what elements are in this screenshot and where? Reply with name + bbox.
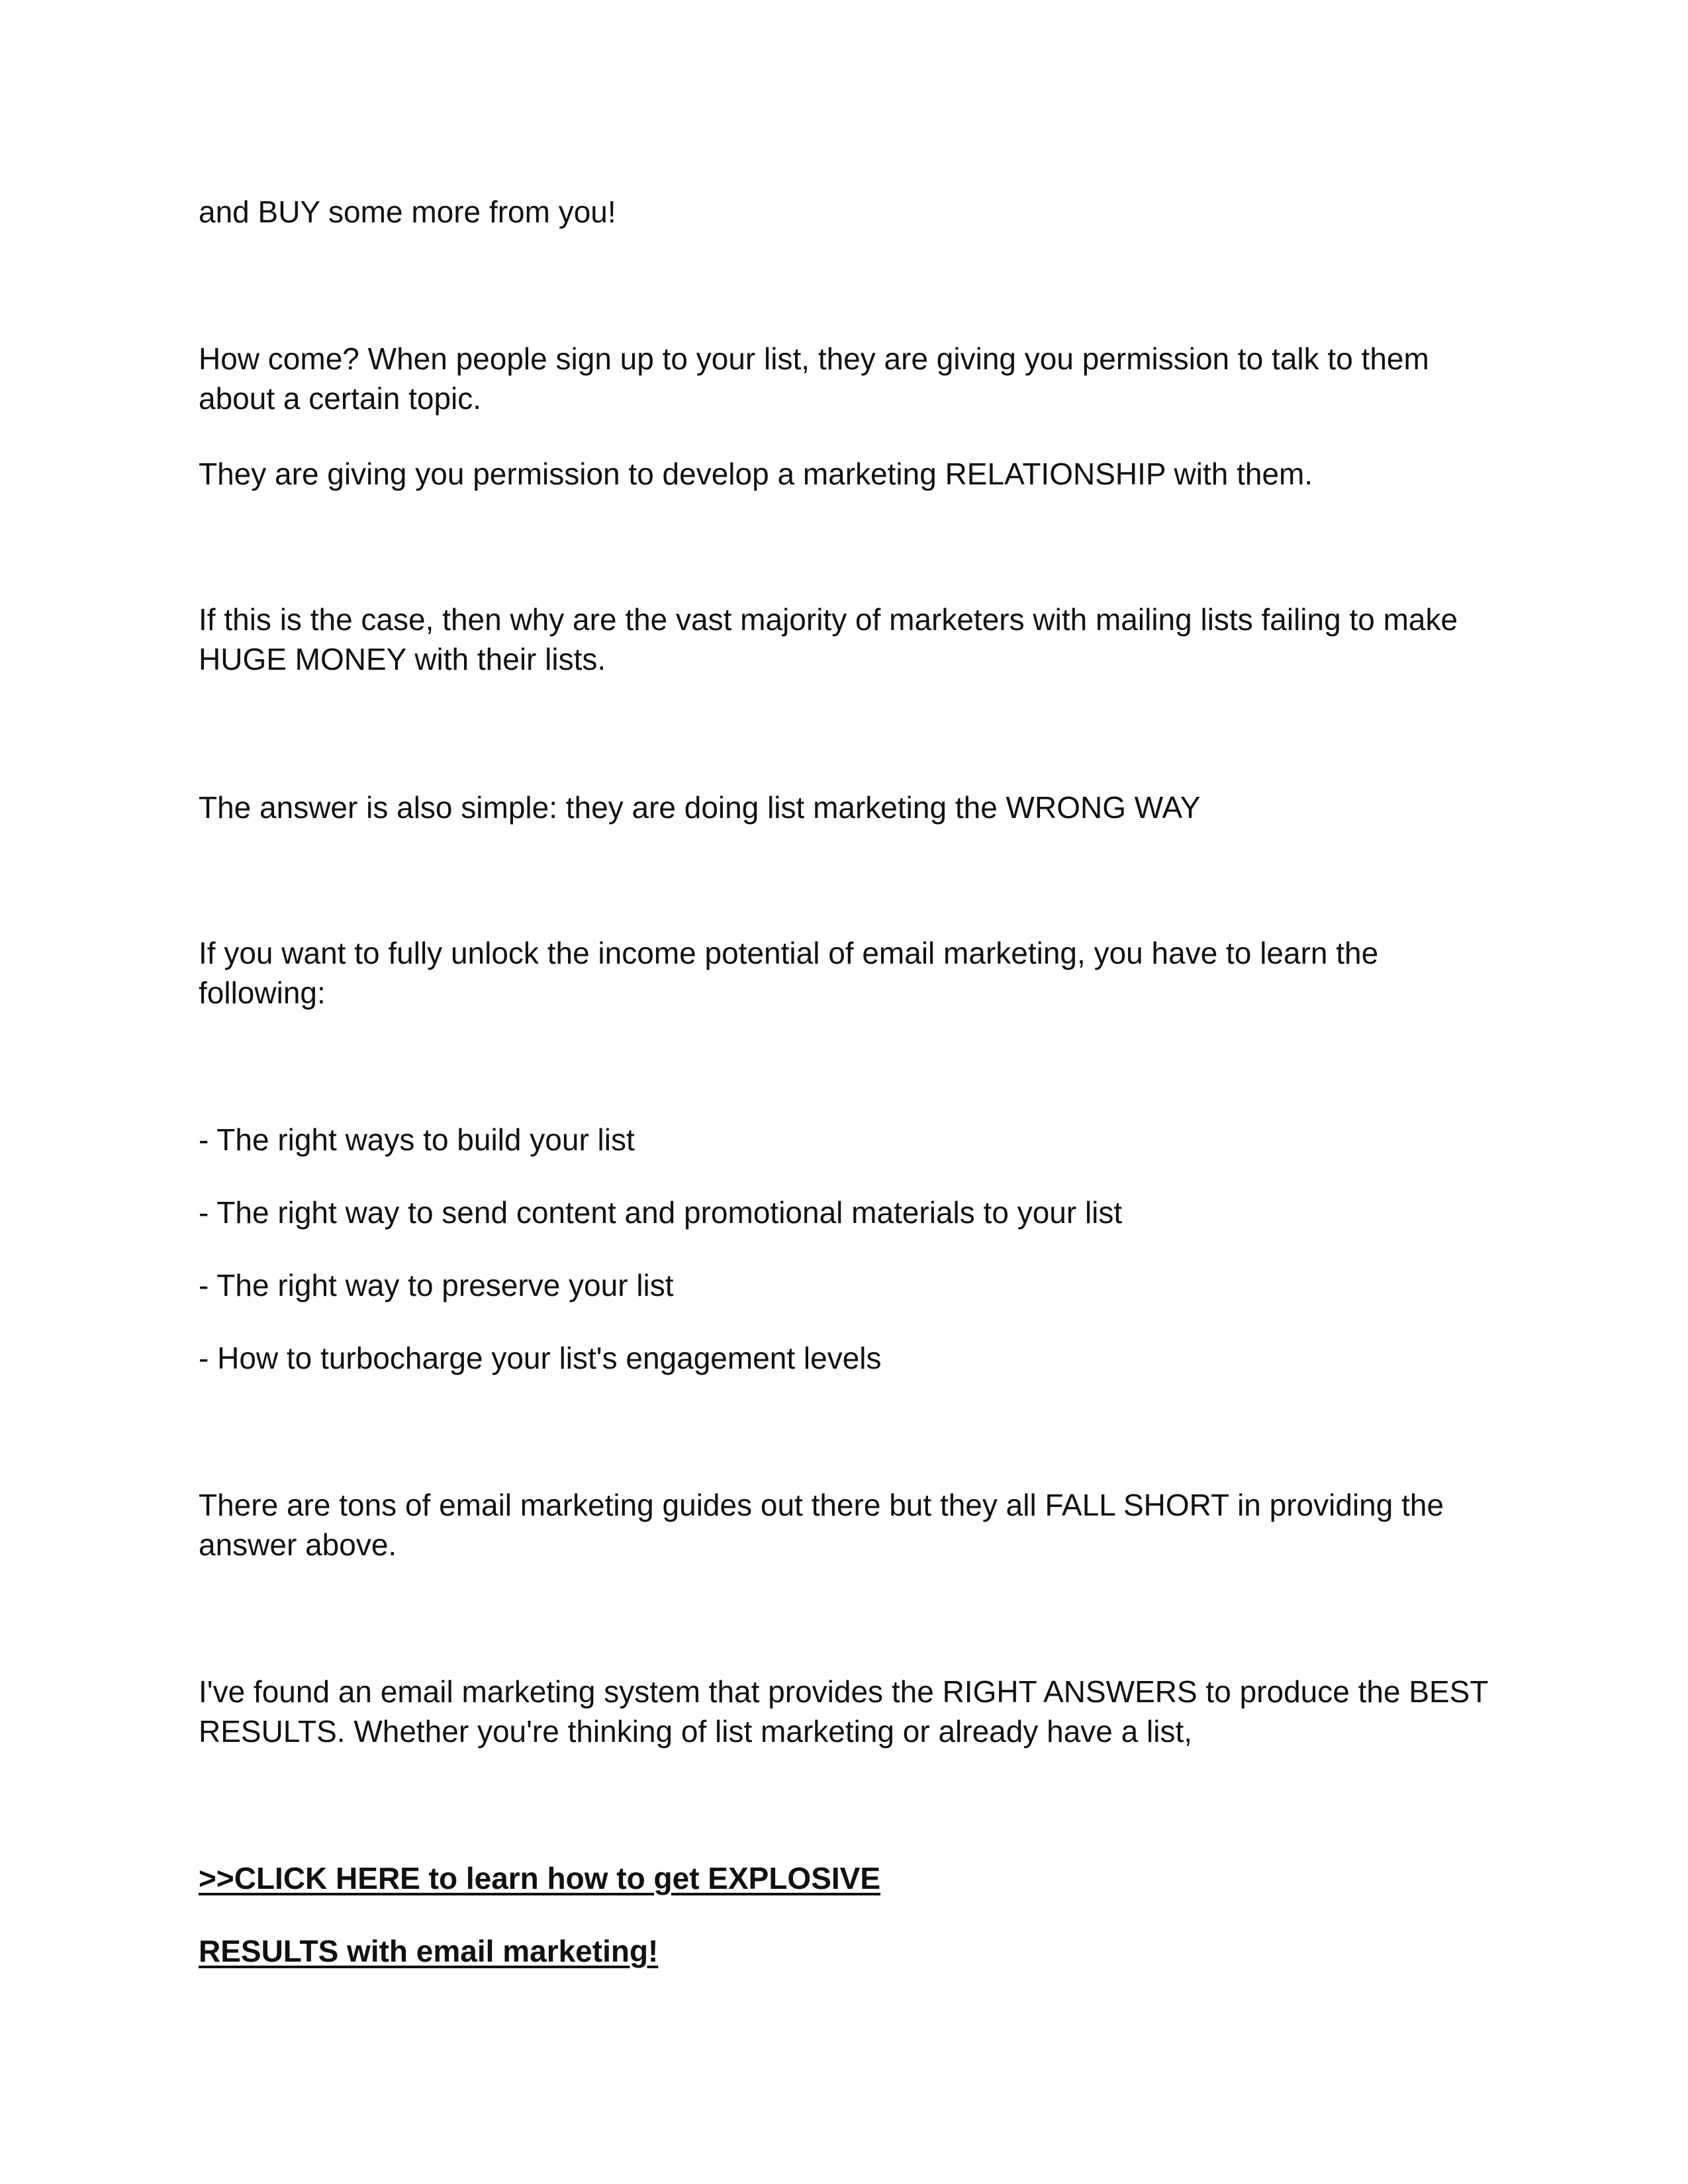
list-item-preserve-list: - The right way to preserve your list bbox=[199, 1268, 674, 1302]
paragraph-answer-wrong-way: The answer is also simple: they are doing list marketing the WRONG WAY bbox=[199, 790, 1201, 825]
cta-link-line-1[interactable]: >>CLICK HERE to learn how to get EXPLOSIVE bbox=[199, 1861, 881, 1895]
paragraph-buy-more: and BUY some more from you! bbox=[199, 195, 616, 229]
paragraph-unlock-income: If you want to fully unlock the income potential of email marketing, you have to learn the following: bbox=[199, 936, 1379, 1010]
paragraph-permission-relationship: They are giving you permission to develop a marketing RELATIONSHIP with them. bbox=[199, 457, 1313, 491]
list-item-send-content: - The right way to send content and promotional materials to your list bbox=[199, 1195, 1123, 1230]
paragraph-fall-short: There are tons of email marketing guides out there but they all FALL SHORT in providing the answer above. bbox=[199, 1488, 1444, 1562]
cta-link-line-2[interactable]: RESULTS with email marketing! bbox=[199, 1934, 659, 1968]
paragraph-if-this-is-the-case: If this is the case, then why are the vast majority of marketers with mailing lists failing to make HUGE MONEY with their lists. bbox=[199, 602, 1458, 676]
list-item-turbocharge: - How to turbocharge your list's engagement levels bbox=[199, 1341, 882, 1375]
paragraph-right-answers: I've found an email marketing system that provides the RIGHT ANSWERS to produce the BEST RESULTS. Whether you're thinking of list marketing or already have a list, bbox=[199, 1674, 1488, 1749]
list-item-build-list: - The right ways to build your list bbox=[199, 1122, 635, 1157]
paragraph-how-come: How come? When people sign up to your list, they are giving you permission to talk to them about a certain topic. bbox=[199, 341, 1429, 416]
